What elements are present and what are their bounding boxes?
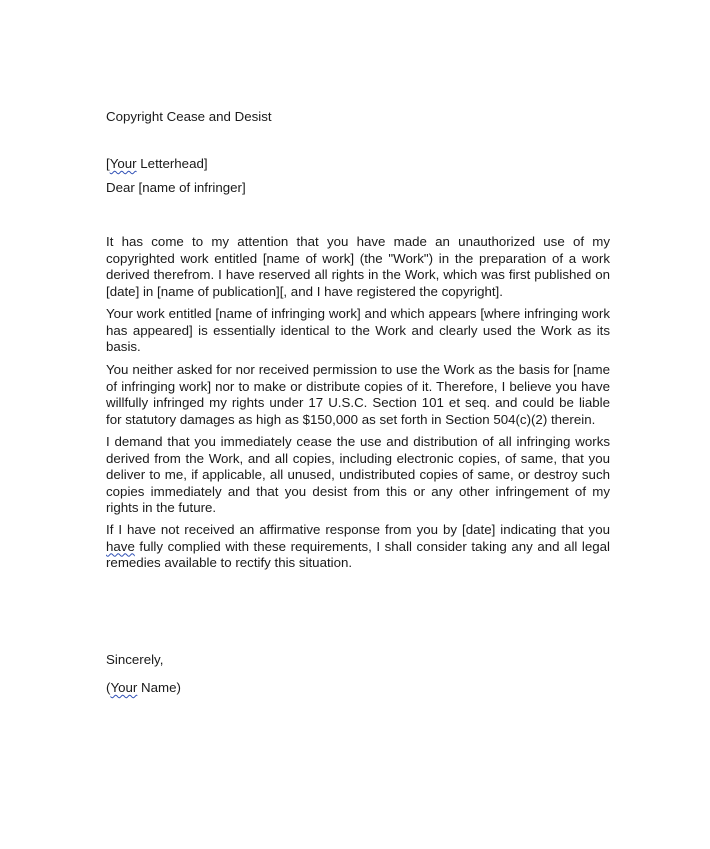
paragraph-no-permission: You neither asked for nor received permission to use the Work as the basis for [name of infringing work] nor to make or distribute copies of it. Therefore, I believe you have willfully infringed my rights under 17 U.S.C. Section 101 et seq. and could be liable for statutory damages as high as $150,000 as set forth in Section 504(c)(2) therein. — [106, 362, 610, 427]
signature-open-paren: ( — [106, 680, 111, 695]
paragraph-text: fully complied with these requirements, I shall consider taking any and all legal remedies available to rectify this situation. — [106, 538, 610, 571]
signature-text: Name) — [137, 680, 181, 695]
paragraph-unauthorized-use — [106, 234, 610, 300]
signature-placeholder — [106, 680, 181, 696]
paragraph-infringing-work: Your work entitled [name of infringing work] and which appears [where infringing work has appeared] is essentially identical to the Work and clearly used the Work as its basis. — [106, 306, 610, 355]
paragraph-text: If I have not received an affirmative response from you by [date] indicating that you — [106, 522, 610, 537]
letterhead-open-bracket: [ — [106, 156, 110, 171]
paragraph-text: It has come to my attention that you have made an unauthorized use of my copyrighted work entitled [name of work] (the "Work") in the preparation of a work derived therefrom. I have reserved all rights in the Work, which was first published on [date] in [name of publication — [106, 234, 610, 299]
document-title: Copyright Cease and Desist — [106, 109, 272, 124]
spellcheck-flagged-word: Your — [109, 156, 137, 171]
paragraph-text: , and I have registered the copyright]. — [283, 283, 503, 299]
closing: Sincerely, — [106, 652, 164, 667]
paragraph-demand: I demand that you immediately cease the use and distribution of all infringing works derived from the Work, and all copies, including electronic copies, of same, that you deliver to me, if applicable, all unused, undistributed copies of same, or destroy such copies immediately and that you desist from this or any other infringement of my rights in the future. — [106, 434, 610, 516]
letterhead-placeholder — [106, 156, 208, 172]
spellcheck-flagged-text: ][ — [276, 283, 284, 299]
paragraph-response-deadline — [106, 522, 610, 572]
letterhead-text: Letterhead] — [136, 156, 208, 171]
spellcheck-flagged-word: Your — [110, 680, 138, 695]
spellcheck-flagged-word: have — [106, 538, 135, 554]
salutation: Dear [name of infringer] — [106, 180, 246, 195]
